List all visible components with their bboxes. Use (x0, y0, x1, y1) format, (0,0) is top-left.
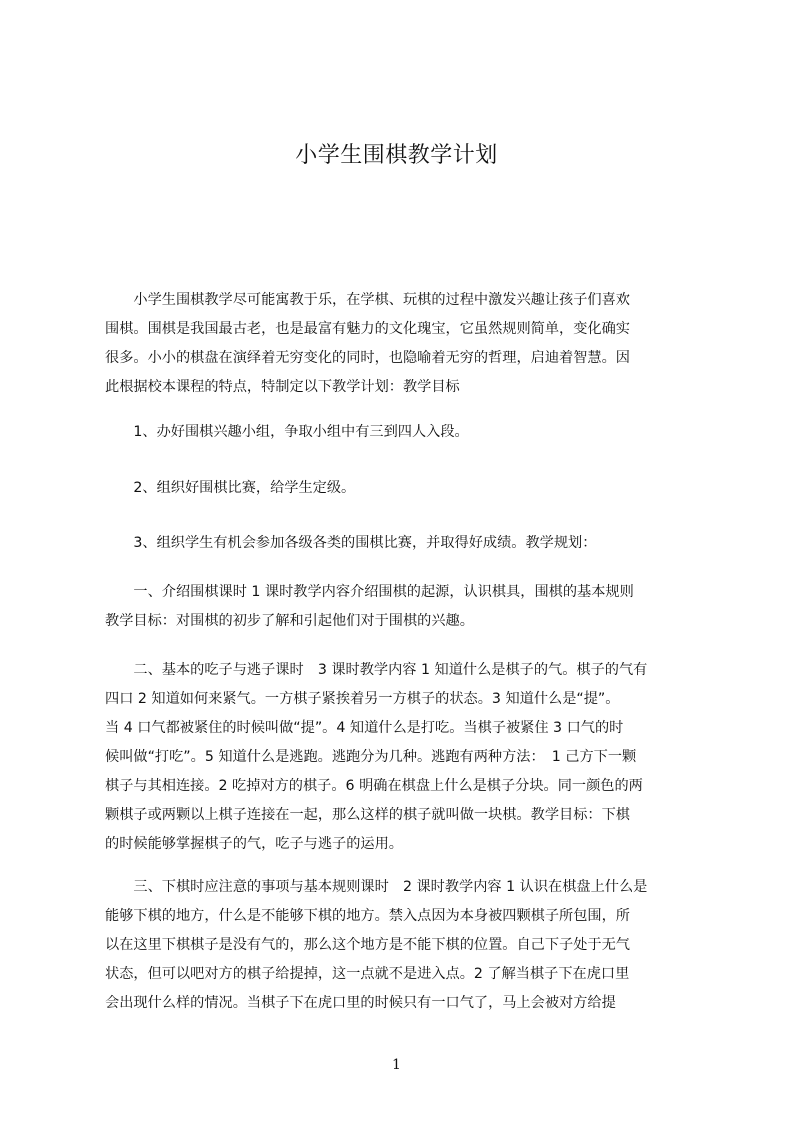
paragraph-goal-3 (105, 529, 699, 558)
paragraph-line: 一、介绍围棋课时 1 课时教学内容介绍围棋的起源，认识棋具，围棋的基本规则 (105, 584, 634, 600)
paragraph-line: 1、办好围棋兴趣小组，争取小组中有三到四人入段。 (105, 424, 469, 440)
paragraph-line: 很多。小小的棋盘在演绎着无穷变化的同时，也隐喻着无穷的哲理，启迪着智慧。因 (105, 350, 630, 366)
paragraph-line: 教学目标：对围棋的初步了解和引起他们对于围棋的兴趣。 (105, 613, 474, 629)
paragraph-line: 此根据校本课程的特点，特制定以下教学计划：教学目标 (105, 379, 460, 395)
paragraph-line: 状态，但可以吧对方的棋子给提掉，这一点就不是进入点。2 了解当棋子下在虎口里 (105, 966, 630, 982)
paragraph-line: 当 4 口气都被紧住的时候叫做“提”。4 知道什么是打吃。当棋子被紧住 3 口气的时 (105, 720, 624, 736)
paragraph-line: 能够下棋的地方，什么是不能够下棋的地方。禁入点因为本身被四颗棋子所包围，所 (105, 908, 630, 924)
paragraph-line: 四口 2 知道如何来紧气。一方棋子紧挨着另一方棋子的状态。3 知道什么是“提”。 (105, 691, 620, 707)
paragraph-section-1 (105, 578, 699, 636)
paragraph-line: 三、下棋时应注意的事项与基本规则课时 2 课时教学内容 1 认识在棋盘上什么是 (105, 879, 648, 895)
page-number: 1 (392, 1057, 401, 1073)
paragraph-goal-1 (105, 418, 699, 447)
document-title: 小学生围棋教学计划 (295, 143, 498, 168)
paragraph-line: 会出现什么样的情况。当棋子下在虎口里的时候只有一口气了，马上会被对方给提 (105, 995, 616, 1011)
paragraph-line: 小学生围棋教学尽可能寓教于乐，在学棋、玩棋的过程中激发兴趣让孩子们喜欢 (105, 292, 630, 308)
paragraph-line: 候叫做“打吃”。5 知道什么是逃跑。逃跑分为几种。逃跑有两种方法： 1 己方下一颗 (105, 749, 637, 765)
paragraph-intro (105, 286, 699, 402)
paragraph-goal-2 (105, 474, 699, 503)
paragraph-line: 3、组织学生有机会参加各级各类的围棋比赛，并取得好成绩。教学规划： (105, 535, 597, 551)
paragraph-line: 围棋。围棋是我国最古老，也是最富有魅力的文化瑰宝，它虽然规则简单，变化确实 (105, 321, 630, 337)
paragraph-section-2 (105, 656, 699, 859)
paragraph-line: 二、基本的吃子与逃子课时 3 课时教学内容 1 知道什么是棋子的气。棋子的气有 (105, 662, 648, 678)
paragraph-line: 以在这里下棋棋子是没有气的，那么这个地方是不能下棋的位置。自己下子处于无气 (105, 937, 630, 953)
paragraph-line: 棋子与其相连接。2 吃掉对方的棋子。6 明确在棋盘上什么是棋子分块。同一颜色的两 (105, 778, 643, 794)
paragraph-line: 2、组织好围棋比赛，给学生定级。 (105, 480, 356, 496)
paragraph-line: 颗棋子或两颗以上棋子连接在一起，那么这样的棋子就叫做一块棋。教学目标：下棋 (105, 807, 630, 823)
paragraph-line: 的时候能够掌握棋子的气，吃子与逃子的运用。 (105, 836, 403, 852)
paragraph-section-3 (105, 873, 699, 1018)
